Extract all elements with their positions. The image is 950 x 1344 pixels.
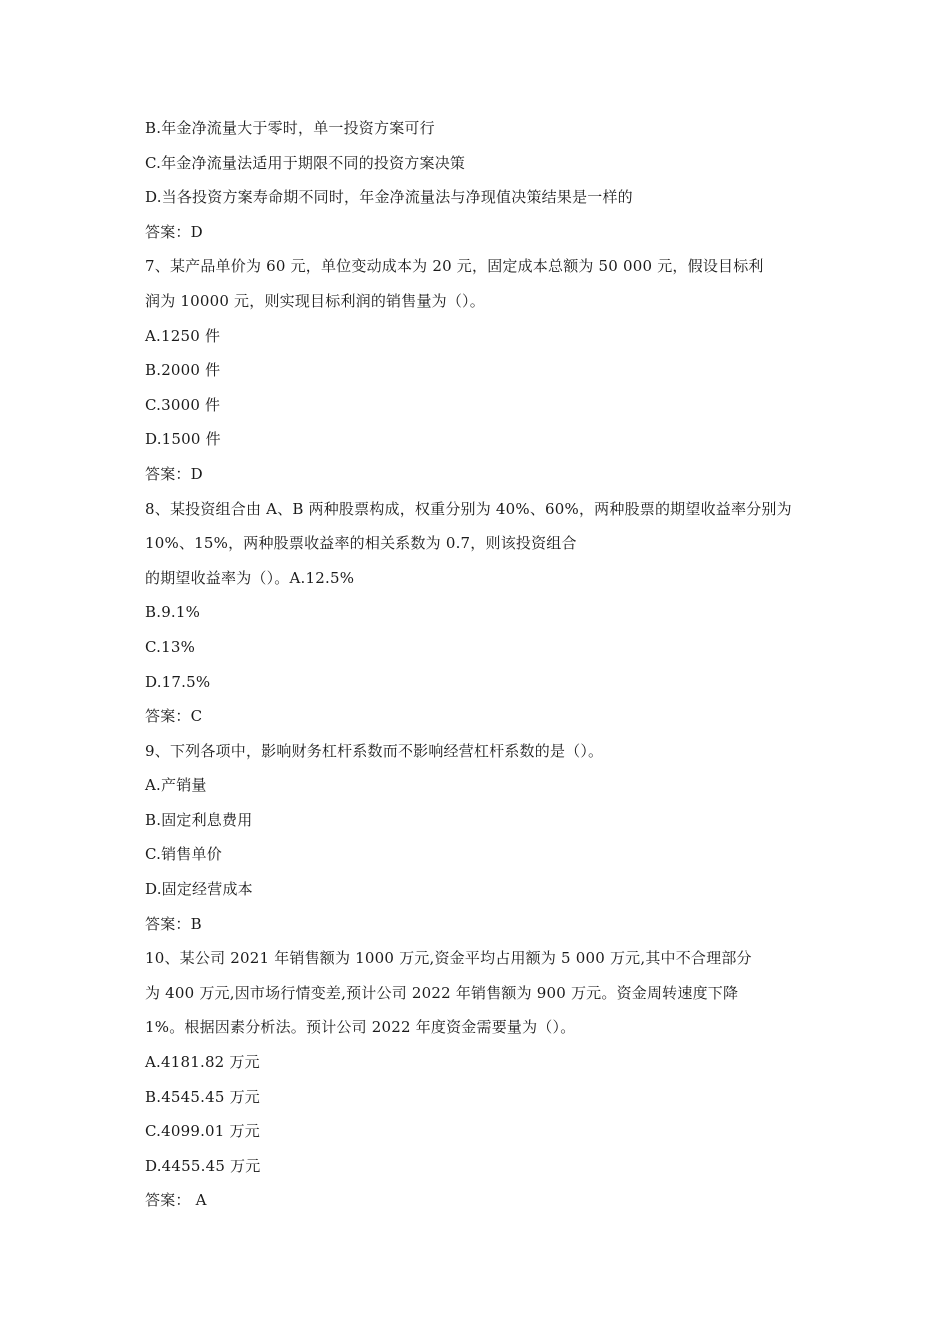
option-d-q9: D.固定经营成本 [145,880,253,899]
option-c-q6: C.年金净流量法适用于期限不同的投资方案决策 [145,153,466,172]
option-a-q10: A.4181.82 万元 [145,1053,260,1072]
document-page [145,115,825,1222]
option-b-q9: B.固定利息费用 [145,810,253,829]
question-10-line-3: 1%。根据因素分析法。预计公司 2022 年度资金需要量为（）。 [145,1018,576,1037]
option-d-q10: D.4455.45 万元 [145,1156,261,1175]
question-7-line-1: 7、某产品单价为 60 元，单位变动成本为 20 元，固定成本总额为 50 000 元，假设目标利 [145,257,764,276]
option-a-q9: A.产销量 [145,776,207,795]
question-8-line-1: 8、某投资组合由 A、B 两种股票构成，权重分别为 40%、60%，两种股票的期望收益率分别为 [145,499,792,518]
question-9: 9、下列各项中，影响财务杠杆系数而不影响经营杠杆系数的是（）。 [145,741,604,760]
option-c-q9: C.销售单价 [145,845,222,864]
option-b-q8: B.9.1% [145,603,201,622]
option-c-q8: C.13% [145,637,196,656]
answer-q8: 答案：C [145,707,203,726]
option-b-q10: B.4545.45 万元 [145,1087,260,1106]
option-b-q6: B.年金净流量大于零时，单一投资方案可行 [145,119,435,137]
option-a-q7: A.1250 件 [145,326,221,345]
question-8-line-2: 10%、15%，两种股票收益率的相关系数为 0.7，则该投资组合 [145,534,577,553]
answer-q10: 答案： A [145,1191,207,1210]
question-7-line-2: 润为 10000 元，则实现目标利润的销售量为（）。 [145,291,485,310]
option-c-q7: C.3000 件 [145,395,221,414]
option-d-q6: D.当各投资方案寿命期不同时，年金净流量法与净现值决策结果是一样的 [145,188,633,207]
option-b-q7: B.2000 件 [145,361,221,380]
question-10-line-2: 为 400 万元,因市场行情变差,预计公司 2022 年销售额为 900 万元。资金周转速度下降 [145,983,739,1002]
option-c-q10: C.4099.01 万元 [145,1122,260,1141]
answer-q7: 答案：D [145,464,203,483]
question-8-line-3: 的期望收益率为（）。A.12.5% [145,568,355,587]
option-d-q7: D.1500 件 [145,430,221,449]
answer-q6: 答案：D [145,222,203,241]
option-d-q8: D.17.5% [145,672,211,691]
question-10-line-1: 10、某公司 2021 年销售额为 1000 万元,资金平均占用额为 5 000 万元,其中不合理部分 [145,949,752,968]
answer-q9: 答案：B [145,914,202,933]
